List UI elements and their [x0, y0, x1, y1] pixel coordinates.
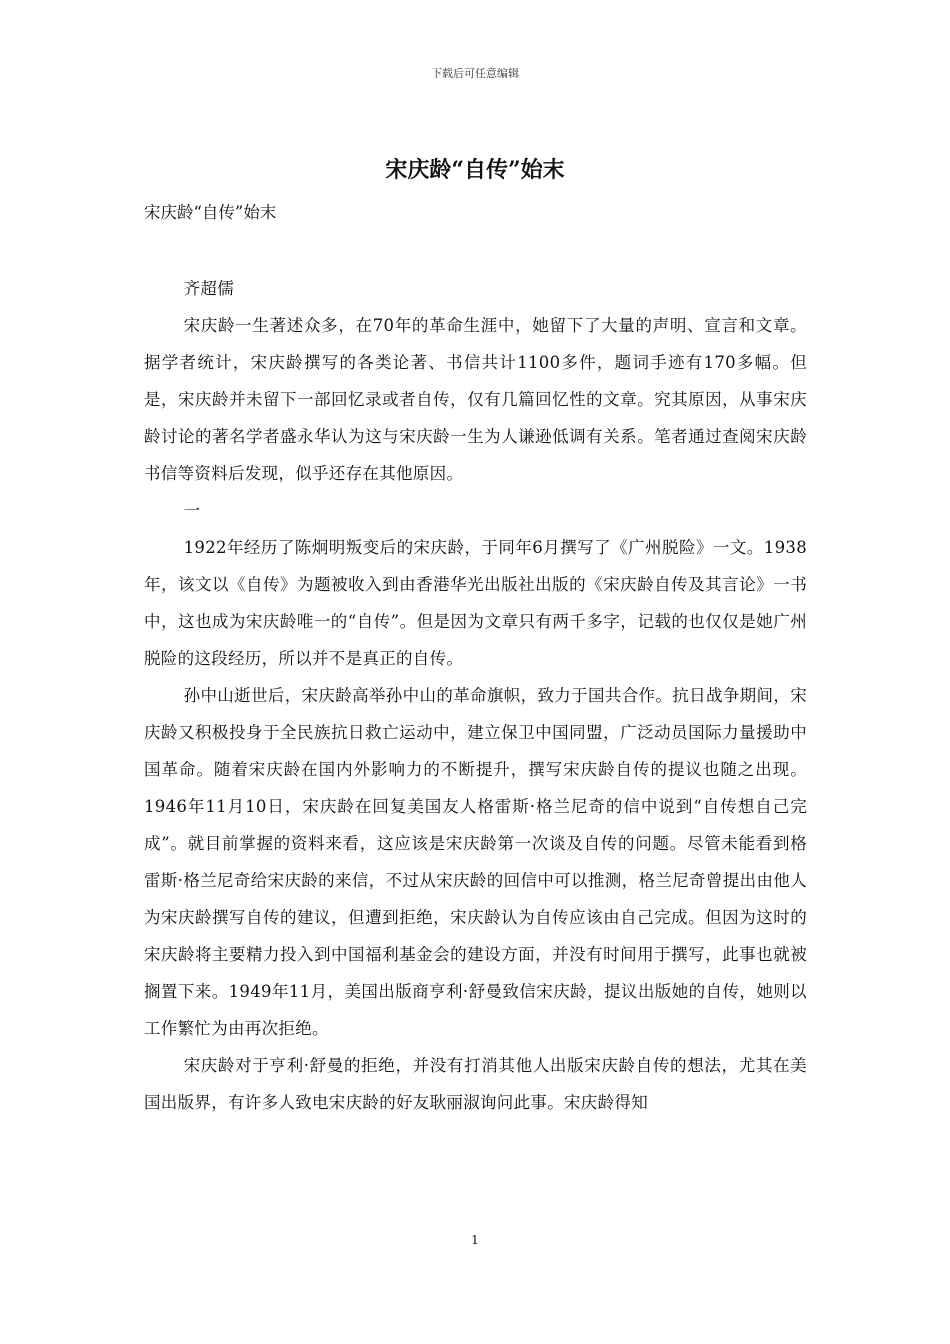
header-note: 下载后可任意编辑	[431, 67, 519, 80]
document-title: 宋庆龄“自传”始末	[385, 157, 565, 183]
paragraph: 1922年经历了陈炯明叛变后的宋庆龄，于同年6月撰写了《广州脱险》一文。1938年，该文以《自传》为题被收入到由香港华光出版社出版的《宋庆龄自传及其言论》一书中，这也成为宋庆龄唯一的“自传”。但是因为文章只有两千多字，记载的也仅仅是她广州脱险的这段经历，所以并不是真正的自传。	[144, 538, 807, 668]
author-line: 齐超儒	[183, 279, 234, 298]
body-text	[144, 270, 807, 1121]
paragraph: 宋庆龄对于亨利·舒曼的拒绝，并没有打消其他人出版宋庆龄自传的想法，尤其在美国出版界，有许多人致电宋庆龄的好友耿丽淑询问此事。宋庆龄得知	[144, 1056, 807, 1112]
paragraph: 宋庆龄一生著述众多，在70年的革命生涯中，她留下了大量的声明、宣言和文章。据学者统计，宋庆龄撰写的各类论著、书信共计1100多件，题词手迹有170多幅。但是，宋庆龄并未留下一部回忆录或者自传，仅有几篇回忆性的文章。究其原因，从事宋庆龄讨论的著名学者盛永华认为这与宋庆龄一生为人谦逊低调有关系。笔者通过查阅宋庆龄书信等资料后发现，似乎还存在其他原因。	[144, 316, 807, 483]
paragraph: 孙中山逝世后，宋庆龄高举孙中山的革命旗帜，致力于国共合作。抗日战争期间，宋庆龄又积极投身于全民族抗日救亡运动中，建立保卫中国同盟，广泛动员国际力量援助中国革命。随着宋庆龄在国内外影响力的不断提升，撰写宋庆龄自传的提议也随之出现。1946年11月10日，宋庆龄在回复美国友人格雷斯·格兰尼奇的信中说到“自传想自己完成”。就目前掌握的资料来看，这应该是宋庆龄第一次谈及自传的问题。尽管未能看到格雷斯·格兰尼奇给宋庆龄的来信，不过从宋庆龄的回信中可以推测，格兰尼奇曾提出由他人为宋庆龄撰写自传的建议，但遭到拒绝，宋庆龄认为自传应该由自己完成。但因为这时的宋庆龄将主要精力投入到中国福利基金会的建设方面，并没有时间用于撰写，此事也就被搁置下来。1949年11月，美国出版商亨利·舒曼致信宋庆龄，提议出版她的自传，她则以工作繁忙为由再次拒绝。	[144, 686, 807, 1038]
page-number: 1	[471, 1233, 479, 1247]
document-subtitle: 宋庆龄“自传”始末	[144, 203, 277, 222]
section-heading: 一	[183, 501, 201, 520]
